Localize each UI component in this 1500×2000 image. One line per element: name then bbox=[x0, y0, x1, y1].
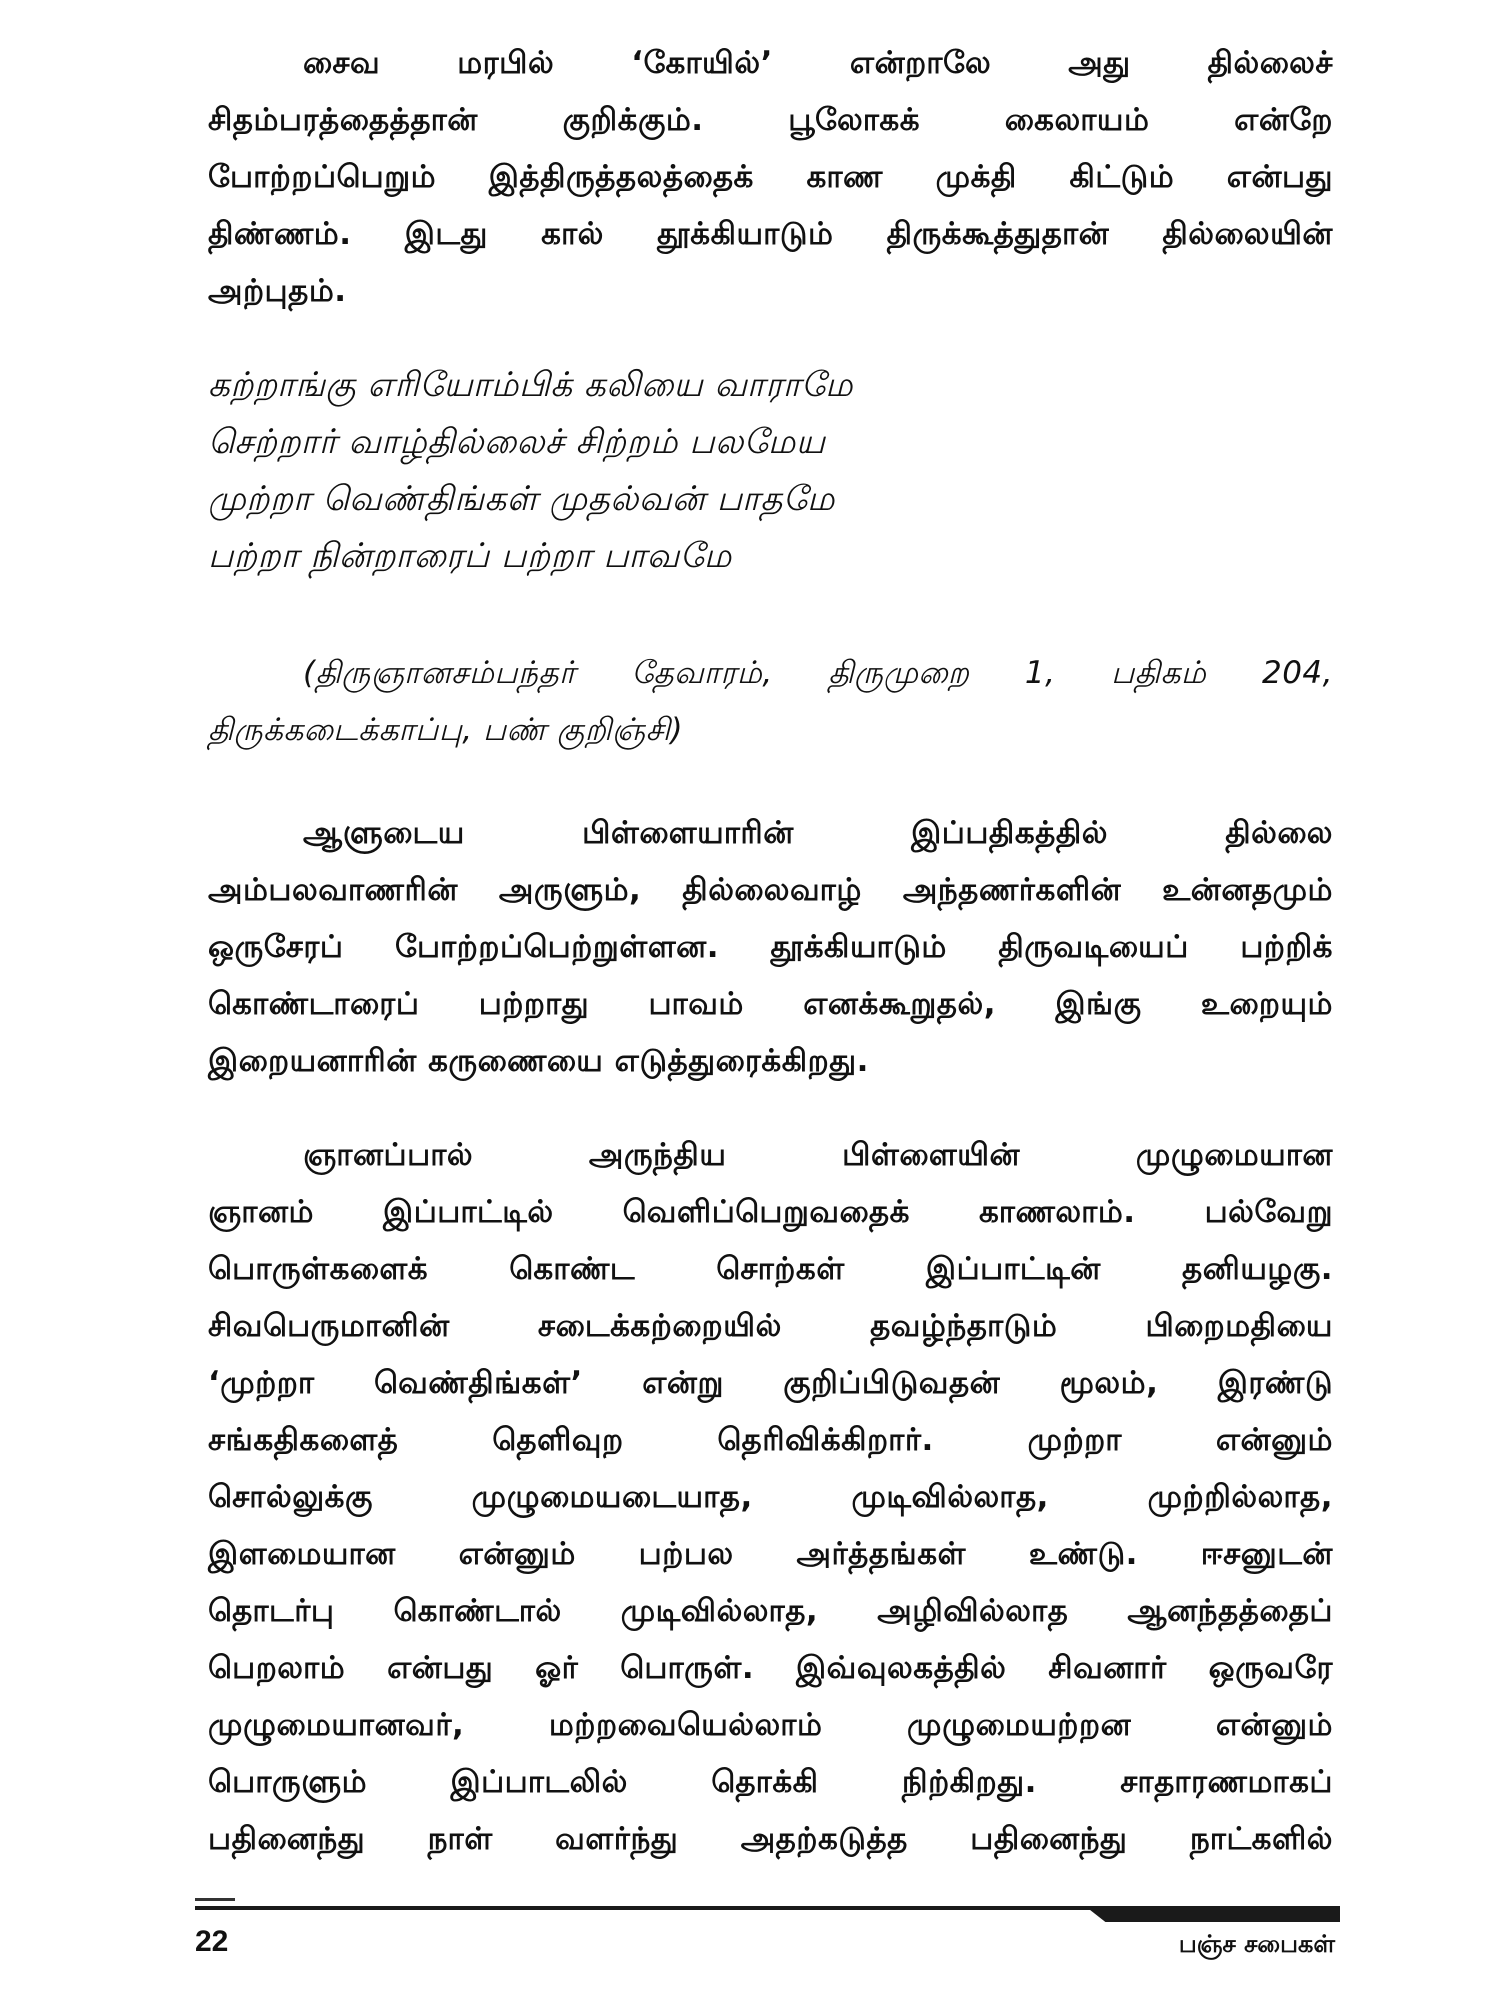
text-line: சிதம்பரத்தைத்தான் குறிக்கும். பூலோகக் கைலாயம் என்றே bbox=[208, 102, 1333, 138]
text-line: போற்றப்பெறும் இத்திருத்தலத்தைக் காண முக்தி கிட்டும் என்பது bbox=[208, 159, 1333, 195]
text-line: பதினைந்து நாள் வளர்ந்து அதற்கடுத்த பதினைந்து நாட்களில் bbox=[208, 1821, 1333, 1857]
text-line: சங்கதிகளைத் தெளிவுற தெரிவிக்கிறார். முற்றா என்னும் bbox=[208, 1422, 1333, 1458]
verse-line: செற்றார் வாழ்தில்லைச் சிற்றம் பலமேய bbox=[208, 422, 826, 462]
text-line: கொண்டாரைப் பற்றாது பாவம் எனக்கூறுதல், இங்கு உறையும் bbox=[208, 986, 1333, 1022]
text-line: சைவ மரபில் ‘கோயில்’ என்றாலே அது தில்லைச் bbox=[303, 45, 1333, 81]
text-line: திண்ணம். இடது கால் தூக்கியாடும் திருக்கூத்துதான் தில்லையின் bbox=[208, 216, 1333, 252]
footer-rule-tab bbox=[1085, 1906, 1340, 1922]
text-line: சொல்லுக்கு முழுமையடையாத, முடிவில்லாத, முற்றில்லாத, bbox=[208, 1479, 1333, 1515]
text-line: தொடர்பு கொண்டால் முடிவில்லாத, அழிவில்லாத ஆனந்தத்தைப் bbox=[208, 1593, 1333, 1629]
text-line: அம்பலவாணரின் அருளும், தில்லைவாழ் அந்தணர்களின் உன்னதமும் bbox=[208, 872, 1333, 908]
text-line: ஒருசேரப் போற்றப்பெற்றுள்ளன. தூக்கியாடும் திருவடியைப் பற்றிக் bbox=[208, 929, 1333, 965]
text-line: ‘முற்றா வெண்திங்கள்’ என்று குறிப்பிடுவதன் மூலம், இரண்டு bbox=[208, 1365, 1333, 1401]
verse-line: பற்றா நின்றாரைப் பற்றா பாவமே bbox=[208, 536, 732, 576]
text-line: சிவபெருமானின் சடைக்கற்றையில் தவழ்ந்தாடும் பிறைமதியை bbox=[208, 1308, 1333, 1344]
footer-rule-accent bbox=[195, 1898, 235, 1901]
paragraph-1 bbox=[208, 35, 1333, 320]
text-line: இளமையான என்னும் பற்பல அர்த்தங்கள் உண்டு. ஈசனுடன் bbox=[208, 1536, 1333, 1572]
text-line: அற்புதம். bbox=[208, 273, 347, 309]
text-line: முழுமையானவர், மற்றவையெல்லாம் முழுமையற்றன என்னும் bbox=[208, 1707, 1333, 1743]
verse-line: கற்றாங்கு எரியோம்பிக் கலியை வாராமே bbox=[208, 365, 854, 405]
text-line: ஆளுடைய பிள்ளையாரின் இப்பதிகத்தில் தில்லை bbox=[303, 815, 1333, 851]
paragraph-3 bbox=[208, 1127, 1333, 1868]
verse bbox=[208, 357, 1333, 585]
verse-line: முற்றா வெண்திங்கள் முதல்வன் பாதமே bbox=[208, 479, 835, 519]
paragraph-2 bbox=[208, 805, 1333, 1090]
citation-line: (திருஞானசம்பந்தர் தேவாரம், திருமுறை 1, பதிகம் 204, bbox=[303, 655, 1333, 691]
text-line: ஞானப்பால் அருந்திய பிள்ளையின் முழுமையான bbox=[303, 1137, 1333, 1173]
text-line: பெறலாம் என்பது ஓர் பொருள். இவ்வுலகத்தில் சிவனார் ஒருவரே bbox=[208, 1650, 1333, 1686]
running-title: பஞ்ச சபைகள் bbox=[1178, 1930, 1335, 1958]
citation bbox=[208, 645, 1333, 759]
text-line: ஞானம் இப்பாட்டில் வெளிப்பெறுவதைக் காணலாம். பல்வேறு bbox=[208, 1194, 1333, 1230]
citation-line: திருக்கடைக்காப்பு, பண் குறிஞ்சி) bbox=[208, 712, 684, 748]
page-number: 22 bbox=[195, 1925, 229, 1958]
text-line: பொருள்களைக் கொண்ட சொற்கள் இப்பாட்டின் தனியழகு. bbox=[208, 1251, 1333, 1287]
text-line: இறையனாரின் கருணையை எடுத்துரைக்கிறது. bbox=[208, 1043, 869, 1079]
text-line: பொருளும் இப்பாடலில் தொக்கி நிற்கிறது. சாதாரணமாகப் bbox=[208, 1764, 1333, 1800]
